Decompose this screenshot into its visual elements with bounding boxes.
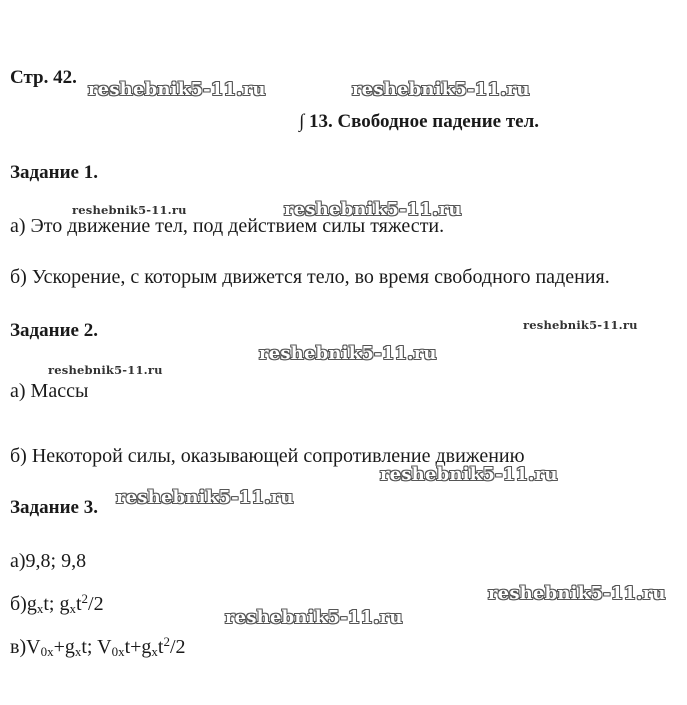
formula-subscript: 0x (111, 644, 125, 659)
formula-t: t; (81, 636, 98, 658)
task-2-answer-a: а) Массы (10, 380, 89, 402)
watermark: reshebnik5-11.ru (352, 79, 530, 100)
task-3-answer-b (10, 592, 104, 615)
formula-g: g (64, 636, 75, 658)
formula-g: g (26, 593, 37, 615)
formula-subscript: x (151, 644, 158, 659)
formula-subscript: x (36, 601, 44, 616)
formula-superscript: 2 (81, 591, 89, 606)
watermark: reshebnik5-11.ru (88, 79, 266, 100)
watermark: reshebnik5-11.ru (488, 583, 666, 604)
formula-g: g (141, 636, 152, 658)
page-reference: Стр. 42. (10, 67, 77, 88)
formula-subscript: 0x (40, 644, 54, 659)
watermark: reshebnik5-11.ru (259, 343, 437, 364)
watermark: reshebnik5-11.ru (284, 199, 462, 220)
formula-tail: /2 (169, 636, 186, 658)
watermark: reshebnik5-11.ru (380, 464, 558, 485)
paragraph-title: ∫ 13. Свободное падение тел. (299, 111, 539, 132)
task-2-heading: Задание 2. (10, 320, 98, 341)
watermark: reshebnik5-11.ru (116, 487, 294, 508)
formula-t: t; (43, 593, 60, 615)
formula-superscript: 2 (163, 634, 170, 649)
watermark: reshebnik5-11.ru (48, 363, 163, 377)
watermark: reshebnik5-11.ru (225, 607, 403, 628)
answer-c-prefix: в) (10, 636, 27, 658)
formula-v: V (26, 636, 41, 658)
task-1-answer-a: а) Это движение тел, под действием силы тяжести. (10, 215, 445, 237)
task-3-heading: Задание 3. (10, 497, 98, 518)
answer-b-prefix: б) (10, 593, 27, 615)
formula-subscript: x (74, 644, 82, 659)
task-1-answer-b: б) Ускорение, с которым движется тело, во время свободного падения. (10, 266, 610, 288)
formula-tail: /2 (88, 593, 104, 615)
watermark: reshebnik5-11.ru (523, 318, 638, 332)
task-3-answer-a: а)9,8; 9,8 (10, 550, 87, 572)
task-1-heading: Задание 1. (10, 162, 98, 183)
formula-subscript: x (69, 601, 76, 616)
formula-t: t+ (124, 636, 142, 658)
task-2-answer-b: б) Некоторой силы, оказывающей сопротивление движению (10, 445, 525, 467)
watermark: reshebnik5-11.ru (72, 203, 187, 217)
formula-g: g (59, 593, 70, 615)
task-3-answer-c (10, 635, 186, 658)
formula-plus: + (53, 636, 65, 658)
formula-t: t (157, 636, 164, 658)
formula-v: V (97, 636, 112, 658)
formula-t: t (75, 593, 82, 615)
